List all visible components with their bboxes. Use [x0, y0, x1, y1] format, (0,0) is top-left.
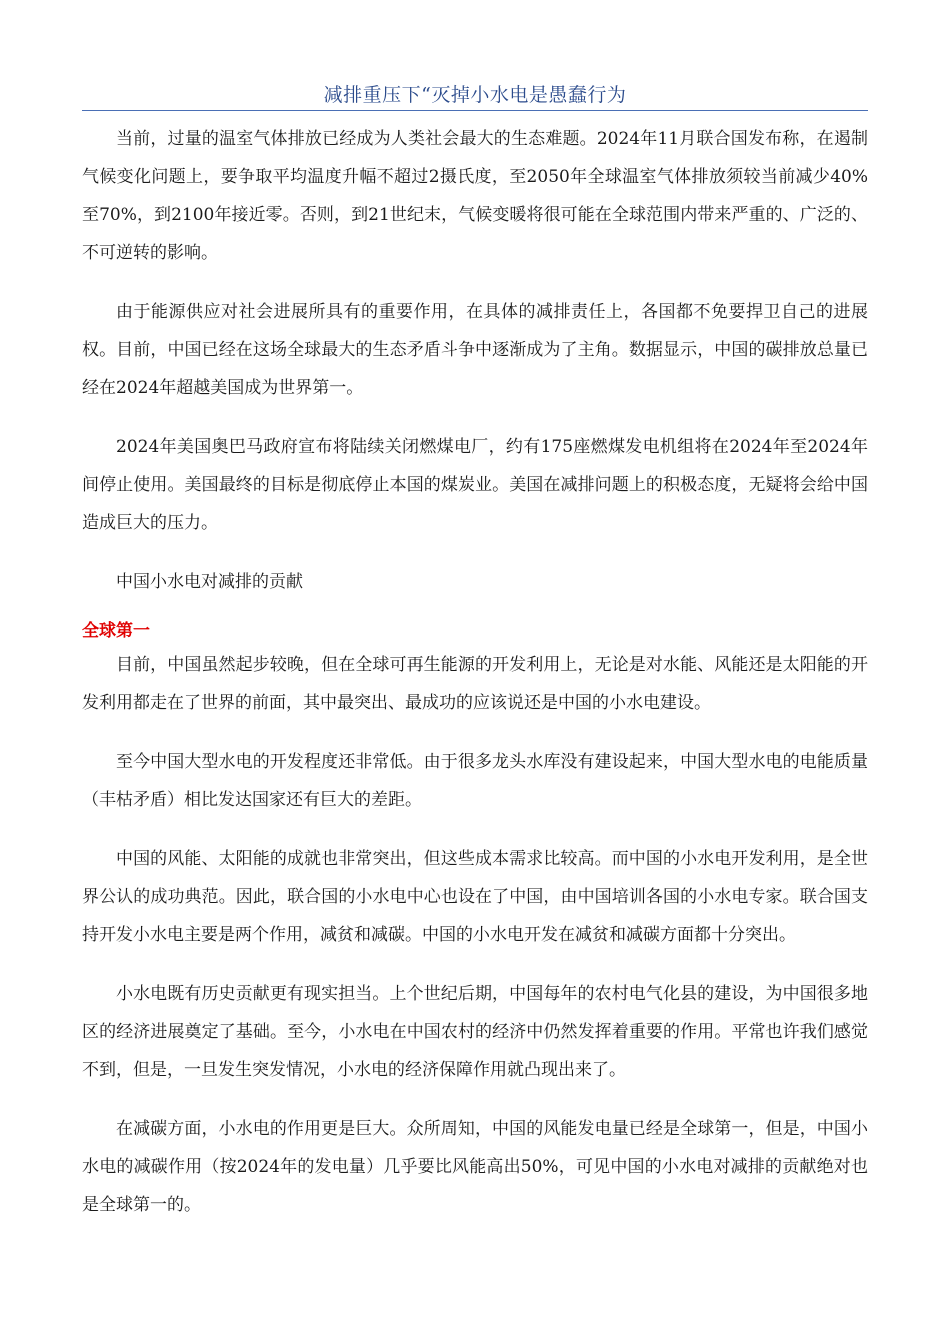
- paragraph-8: 在减碳方面，小水电的作用更是巨大。众所周知，中国的风能发电量已经是全球第一，但是，中国小水电的减碳作用（按2024年的发电量）几乎要比风能高出50%，可见中国的小水电对减排的贡献绝对也是全球第一的。: [82, 1119, 868, 1215]
- paragraph-6: 中国的风能、太阳能的成就也非常突出，但这些成本需求比较高。而中国的小水电开发利用，是全世界公认的成功典范。因此，联合国的小水电中心也设在了中国，由中国培训各国的小水电专家。联合国支持开发小水电主要是两个作用，减贫和减碳。中国的小水电开发在减贫和减碳方面都十分突出。: [82, 849, 868, 945]
- subheading: 中国小水电对减排的贡献: [116, 572, 303, 592]
- section-heading: 全球第一: [82, 621, 150, 641]
- document-body: [82, 120, 868, 1245]
- paragraph-5: 至今中国大型水电的开发程度还非常低。由于很多龙头水库没有建设起来，中国大型水电的电能质量（丰枯矛盾）相比发达国家还有巨大的差距。: [82, 752, 868, 810]
- paragraph-4: 目前，中国虽然起步较晚，但在全球可再生能源的开发利用上，无论是对水能、风能还是太阳能的开发利用都走在了世界的前面，其中最突出、最成功的应该说还是中国的小水电建设。: [82, 655, 868, 713]
- paragraph-7: 小水电既有历史贡献更有现实担当。上个世纪后期，中国每年的农村电气化县的建设，为中国很多地区的经济进展奠定了基础。至今，小水电在中国农村的经济中仍然发挥着重要的作用。平常也许我们感觉不到，但是，一旦发生突发情况，小水电的经济保障作用就凸现出来了。: [82, 984, 868, 1080]
- paragraph-2: 由于能源供应对社会进展所具有的重要作用，在具体的减排责任上，各国都不免要捍卫自己的进展权。目前，中国已经在这场全球最大的生态矛盾斗争中逐渐成为了主角。数据显示，中国的碳排放总量已经在2024年超越美国成为世界第一。: [82, 302, 868, 398]
- paragraph-3: 2024年美国奥巴马政府宣布将陆续关闭燃煤电厂，约有175座燃煤发电机组将在2024年至2024年间停止使用。美国最终的目标是彻底停止本国的煤炭业。美国在减排问题上的积极态度，无疑将会给中国造成巨大的压力。: [82, 437, 868, 533]
- page-header-title: 减排重压下“灭掉小水电是愚蠢行为: [82, 80, 868, 111]
- paragraph-1: 当前，过量的温室气体排放已经成为人类社会最大的生态难题。2024年11月联合国发布称，在遏制气候变化问题上，要争取平均温度升幅不超过2摄氏度，至2050年全球温室气体排放须较当前减少40%至70%，到2100年接近零。否则，到21世纪末，气候变暖将很可能在全球范围内带来严重的、广泛的、不可逆转的影响。: [82, 129, 868, 263]
